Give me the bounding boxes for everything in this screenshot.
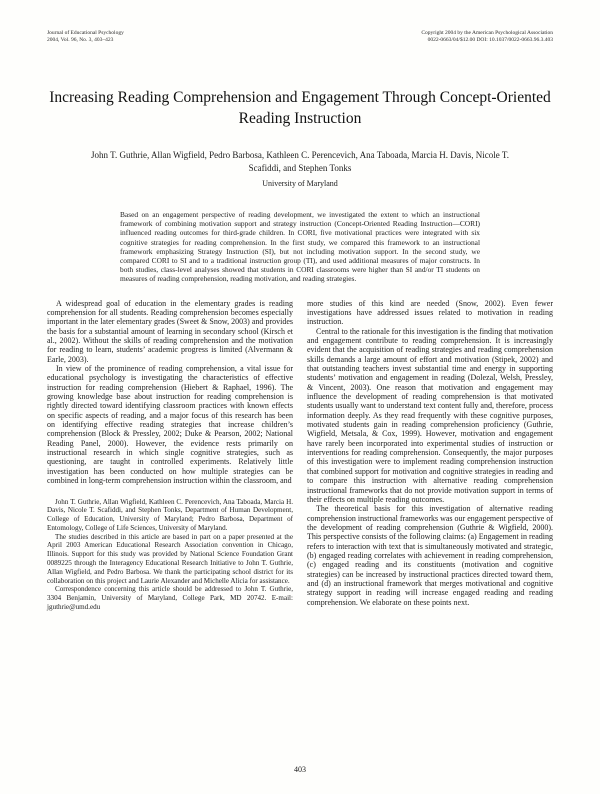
abstract: Based on an engagement perspective of reading development, we investigated the extent to which an instructional framework of combining motivation support and strategy instruction (Concept-Oriented Reading Instruction—CORI) influenced reading outcomes for third-grade children. In CORI, five motivational practices were integrated with six cognitive strategies for reading comprehension. In the first study, we compared this framework to an instructional framework emphasizing Strategy Instruction (SI), but not including motivation support. In the second study, we compared CORI to SI and to a traditional instruction group (TI), and used additional measures of major constructs. In both studies, class-level analyses showed that students in CORI classrooms were higher than SI and/or TI students on measures of reading comprehension, reading motivation, and reading strategies. [120, 210, 480, 284]
affiliation: University of Maryland [262, 179, 338, 188]
right-column [307, 299, 553, 612]
copyright-line: Copyright 2004 by the American Psychological Association [421, 30, 553, 36]
doi-line: 0022-0663/04/$12.00 DOI: 10.1037/0022-0663.96.3.403 [427, 37, 553, 43]
body-paragraph: The theoretical basis for this investigation of alternative reading comprehension instructional frameworks was our engagement perspective of the development of reading comprehension (Guthrie & Wigfield, 2000). This perspective consists of the following claims: (a) Engagement in reading refers to interaction with text that is simultaneously motivated and strategic, (b) engaged reading correlates with achievement in reading comprehension, (c) engaged reading and its constituents (motivation and cognitive strategies) can be increased by instructional practices directed toward them, and (d) an instructional framework that merges motivational and cognitive strategy support in reading will increase engaged reading and reading comprehension. We elaborate on these points next. [307, 504, 553, 607]
author-note [47, 486, 293, 612]
body-columns [47, 299, 553, 612]
journal-name: Journal of Educational Psychology [47, 30, 124, 36]
author-note-acknowledgments: The studies described in this article are based in part on a paper presented at the April 2003 American Educational Research Association convention in Chicago, Illinois. Support for this study was provided by National Science Foundation Grant 0089225 through the Interagency Educational Research Initiative to John T. Guthrie, Allan Wigfield, and Pedro Barbosa. We thank the participating school district for its collaboration on this project and Laurie Alexander and Michelle Alicia for assistance. [47, 532, 293, 585]
journal-issue-info: 2004, Vol. 96, No. 3, 403–423 [47, 37, 114, 43]
journal-info [47, 30, 124, 44]
author-note-affiliations: John T. Guthrie, Allan Wigfield, Kathleen C. Perencevich, Ana Taboada, Marcia H. Davis, Nicole T. Scafiddi, and Stephen Tonks, Department of Human Development, College of Education, University of Maryland; Pedro Barbosa, Department of Entomology, College of Life Sciences, University of Maryland. [47, 497, 293, 532]
body-paragraph: A widespread goal of education in the elementary grades is reading comprehension for all students. Reading comprehension becomes especially important in the later elementary grades (Sweet & Snow, 2003) and provides the basis for a substantial amount of learning in secondary school (Kirsch et al., 2002). Without the skills of reading comprehension and the motivation for reading to learn, students’ academic progress is limited (Alvermann & Earle, 2003). [47, 298, 293, 364]
left-column [47, 299, 293, 612]
author-list: John T. Guthrie, Allan Wigfield, Pedro Barbosa, Kathleen C. Perencevich, Ana Taboada, Marcia H. Davis, Nicole T. Scafiddi, and Stephen Tonks [91, 150, 509, 173]
body-paragraph: Central to the rationale for this investigation is the finding that motivation and engagement contribute to reading comprehension. It is increasingly evident that the acquisition of reading strategies and reading comprehension skills demands a large amount of effort and motivation (Stipek, 2002) and that outstanding teachers invest substantial time and energy in supporting students’ motivation and engagement in reading (Dolezal, Welsh, Pressley, & Vincent, 2003). One reason that motivation and engagement may influence the development of reading comprehension is that motivated students usually want to understand text content fully and, therefore, process information deeply. As they read frequently with these cognitive purposes, motivated students gain in reading comprehension proficiency (Guthrie, Wigfield, Metsala, & Cox, 1999). However, motivation and engagement have rarely been incorporated into experimental studies of instruction or interventions for reading comprehension. Consequently, the major purposes of this investigation were to implement reading comprehension instruction that combined support for motivation and cognitive strategies in reading and to compare this instruction with alternative reading comprehension instructional frameworks that do not provide motivation support in terms of their effects on multiple reading outcomes. [307, 326, 553, 504]
article-title: Increasing Reading Comprehension and Engagement Through Concept-Oriented Reading Instruction [49, 89, 551, 127]
copyright-info [421, 30, 553, 44]
masthead [47, 30, 553, 44]
page-number: 403 [294, 765, 306, 774]
author-note-correspondence: Correspondence concerning this article should be addressed to John T. Guthrie, 3304 Benjamin, University of Maryland, College Park, MD 20742. E-mail: jguthrie@umd.edu [47, 585, 293, 612]
body-paragraph: In view of the prominence of reading comprehension, a vital issue for educational psychology is investigating the characteristics of effective instruction for reading comprehension (Hiebert & Raphael, 1996). The growing knowledge base about instruction for reading comprehension is rightly directed toward identifying classroom practices with known effects on specific aspects of reading, and a major focus of this research has been on identifying effective reading strategies that increase children’s comprehension (Block & Pressley, 2002; Duke & Pearson, 2002; National Reading Panel, 2000). However, the evidence rests primarily on instructional research in which single cognitive strategies, such as questioning, are taught in controlled experiments. Relatively little investigation has been conducted on how multiple strategies can be combined in long-term comprehension instruction within the classroom, and [47, 364, 293, 486]
body-paragraph: more studies of this kind are needed (Snow, 2002). Even fewer investigations have addressed issues related to motivation in reading instruction. [307, 298, 553, 327]
